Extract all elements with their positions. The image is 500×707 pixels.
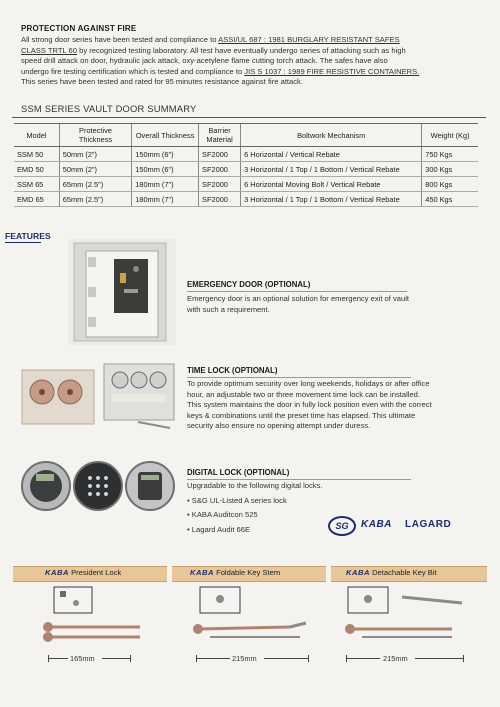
- lock-header-president: [45, 568, 121, 577]
- cell-overall: 180mm (7"): [132, 177, 199, 192]
- table-row: [14, 177, 478, 192]
- cell-boltwork: 3 Horizontal / 1 Top / 1 Bottom / Vertical Rebate: [241, 192, 422, 207]
- summary-rule: [12, 117, 486, 118]
- summary-table: [14, 123, 478, 207]
- timelock-title: TIME LOCK (OPTIONAL): [187, 366, 278, 375]
- protection-line3: speed drill attack on door, hydraulic jack attack, oxy-acetylene flame cutting torch attack. The safes have also: [21, 56, 388, 66]
- digital-locks-image: [20, 454, 176, 518]
- features-underline: [5, 242, 41, 243]
- detachable-key-illustration: [342, 585, 482, 645]
- list-item: • S&G UL-Listed A series lock: [187, 495, 287, 505]
- kaba-logo: KABA: [190, 568, 214, 577]
- summary-header-row: [14, 124, 478, 147]
- col-boltwork: Boltwork Mechanism: [241, 124, 422, 147]
- cell-barrier: SF2000: [199, 147, 241, 162]
- emergency-title: EMERGENCY DOOR (OPTIONAL): [187, 280, 311, 289]
- lock-name: Detachable Key Bit: [372, 568, 437, 577]
- col-weight: Weight (Kg): [422, 124, 478, 147]
- kaba-logo: KABA: [45, 568, 69, 577]
- dim-line: [102, 658, 130, 659]
- protection-line2b: by recognized testing laboratory. All test have eventually undergo series of attacking such as high: [77, 45, 406, 55]
- dim-tick: [463, 655, 464, 662]
- dim-detachable: 215mm: [383, 654, 408, 663]
- foldable-key-illustration: [190, 585, 310, 645]
- protection-class: CLASS TRTL 60: [21, 45, 77, 55]
- timelock-line4: keys & combinations until the preset time has elapsed. This ultimate: [187, 410, 416, 420]
- cell-barrier: SF2000: [199, 192, 241, 207]
- lock-name: Foldable Key Stem: [216, 568, 281, 577]
- digital-locks-illustration: [20, 454, 176, 518]
- digital-line1: Upgradable to the following digital locks.: [187, 481, 323, 490]
- lock-header-foldable: [190, 568, 280, 577]
- cell-model: EMD 65: [14, 192, 59, 207]
- cell-barrier: SF2000: [199, 162, 241, 177]
- foldable-key-image: [190, 585, 310, 645]
- emergency-line2: with such a requirement.: [187, 304, 270, 314]
- col-model: Model: [14, 124, 59, 147]
- cell-protective: 50mm (2"): [59, 162, 131, 177]
- lock-header-detachable: [346, 568, 437, 577]
- timelock-line5: security also ensure no opening attempt under duress.: [187, 421, 371, 431]
- digital-rule: [187, 479, 411, 480]
- digital-title: DIGITAL LOCK (OPTIONAL): [187, 468, 290, 477]
- table-row: [14, 162, 478, 177]
- summary-title: SSM SERIES VAULT DOOR SUMMARY: [21, 103, 197, 114]
- lagard-logo: LAGARD: [405, 519, 452, 530]
- protection-line4a: undergo fire testing certification which is tested and compliance to: [21, 66, 245, 76]
- dim-line: [415, 658, 463, 659]
- col-overall: Overall Thickness: [132, 124, 199, 147]
- list-item: • Lagard Audit 66E: [187, 524, 251, 534]
- col-protective: Protective Thickness: [59, 124, 131, 147]
- cell-boltwork: 3 Horizontal / 1 Top / 1 Bottom / Vertical Rebate: [241, 162, 422, 177]
- timelock-line2: hour, an adjustable two or three movement time lock can be installed.: [187, 389, 421, 399]
- dim-tick: [130, 655, 131, 662]
- detachable-key-image: [342, 585, 482, 645]
- timelock-line3: This system maintains the door in fully lock position even with the correct: [187, 400, 432, 410]
- cell-protective: 65mm (2.5"): [59, 192, 131, 207]
- cell-model: EMD 50: [14, 162, 59, 177]
- dim-line: [346, 658, 380, 659]
- dim-tick: [308, 655, 309, 662]
- cell-protective: 65mm (2.5"): [59, 177, 131, 192]
- cell-weight: 450 Kgs: [422, 192, 478, 207]
- protection-line5: This series have been tested and rated for 95 minutes resistance against fire attack.: [21, 77, 303, 87]
- cell-weight: 800 Kgs: [422, 177, 478, 192]
- timelock-rule: [187, 377, 411, 378]
- emergency-line1: Emergency door is an optional solution for emergency exit of vault: [187, 294, 410, 303]
- vault-door-illustration: [68, 239, 176, 345]
- sg-logo: SG: [328, 516, 356, 536]
- vault-door-image: [68, 239, 176, 345]
- kaba-logo: KABA: [346, 568, 370, 577]
- features-title: FEATURES: [5, 231, 51, 241]
- cell-boltwork: 6 Horizontal Moving Bolt / Vertical Rebate: [241, 177, 422, 192]
- dim-line: [48, 658, 68, 659]
- cell-model: SSM 50: [14, 147, 59, 162]
- cell-overall: 150mm (6"): [132, 147, 199, 162]
- cell-model: SSM 65: [14, 177, 59, 192]
- protection-standard-ul: ASSI/UL 687 : 1981 BURGLARY RESISTANT SAFES: [218, 35, 400, 44]
- timelock-text: [187, 379, 487, 432]
- protection-line1a: All strong door series have been tested and compliance to: [21, 35, 219, 44]
- cell-weight: 750 Kgs: [422, 147, 478, 162]
- time-lock-image: [20, 362, 180, 434]
- table-row: [14, 192, 478, 207]
- emergency-text: [187, 294, 487, 315]
- emergency-rule: [187, 291, 407, 292]
- protection-text: [21, 35, 491, 88]
- cell-overall: 150mm (6"): [132, 162, 199, 177]
- cell-boltwork: 6 Horizontal / Vertical Rebate: [241, 147, 422, 162]
- cell-barrier: SF2000: [199, 177, 241, 192]
- kaba-logo: KABA: [361, 519, 392, 530]
- protection-title: PROTECTION AGAINST FIRE: [21, 24, 137, 33]
- dim-line: [196, 658, 230, 659]
- lock-name: President Lock: [71, 568, 122, 577]
- table-row: [14, 147, 478, 162]
- president-lock-illustration: [40, 585, 150, 645]
- dim-line: [264, 658, 308, 659]
- dim-president: 165mm: [70, 654, 95, 663]
- cell-weight: 300 Kgs: [422, 162, 478, 177]
- cell-overall: 180mm (7"): [132, 192, 199, 207]
- list-item: • KABA Auditcon 525: [187, 510, 258, 520]
- dim-foldable: 215mm: [232, 654, 257, 663]
- timelock-line1: To provide optimum security over long weekends, holidays or after office: [187, 379, 430, 388]
- col-barrier: Barrier Material: [199, 124, 241, 147]
- protection-standard-jis: JIS S 1037 : 1989 FIRE RESISTIVE CONTAINERS.: [244, 66, 420, 76]
- time-lock-illustration: [20, 362, 180, 434]
- president-lock-image: [40, 585, 150, 645]
- cell-protective: 50mm (2"): [59, 147, 131, 162]
